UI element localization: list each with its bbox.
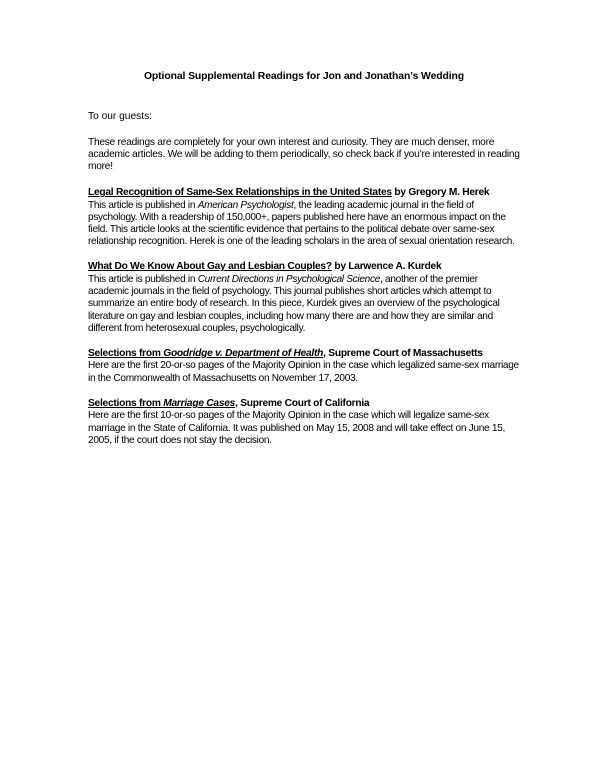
- reading-description: [88, 274, 520, 335]
- link-text: Selections from: [88, 397, 164, 409]
- intro-paragraph: These readings are completely for your own interest and curiosity. They are much denser, more academic articles. We will be adding to them periodically, so check back if you’re interested in reading more!: [88, 136, 520, 172]
- reading-link-marriage-cases[interactable]: [88, 398, 235, 409]
- reading-description: [88, 200, 520, 249]
- greeting: To our guests:: [88, 111, 152, 122]
- reading-byline: , Supreme Court of Massachusetts: [323, 347, 483, 359]
- reading-heading: [88, 187, 520, 200]
- reading-description: Here are the first 10-or-so pages of the Majority Opinion in the case which will legalize same-sex marriage in the State of California. It was published on May 15, 2008 and will take effect on June 15, 2005, if the court does not stay the decision.: [88, 410, 505, 446]
- case-name: Goodridge v. Department of Health: [163, 347, 324, 359]
- reading-byline: by Gregory M. Herek: [391, 187, 490, 199]
- case-name: Marriage Cases: [163, 397, 236, 409]
- reading-item: [88, 261, 520, 335]
- reading-heading: [88, 348, 520, 361]
- description-text: This article is published in: [88, 273, 198, 285]
- description-text: , another of the premier academic journals in the field of psychology. This journal publishes short articles which attempt to summarize an entire body of research. In this piece, Kurdek gives an overview of the psychological literature on gay and lesbian couples, including how many there are and how they are similar and different from heterosexual couples, psychologically.: [88, 273, 500, 334]
- document-page: [88, 70, 520, 460]
- description-text: , the leading academic journal in the field of psychology. With a readership of 150,000+, papers published here have an enormous impact on the field. This article looks at the scientific evidence that pertains to the political debate over same-sex relationship recognition. Herek is one of the leading scholars in the area of sexual orientation research.: [88, 199, 515, 248]
- reading-link-kurdek[interactable]: What Do We Know About Gay and Lesbian Couples?: [88, 261, 332, 273]
- reading-item: [88, 398, 520, 447]
- reading-item: [88, 348, 520, 385]
- reading-link-goodridge[interactable]: [88, 348, 323, 359]
- journal-name: Current Directions in Psychological Science: [197, 273, 381, 285]
- reading-byline: by Larwence A. Kurdek: [331, 261, 442, 273]
- link-text: Selections from: [88, 347, 164, 359]
- reading-heading: [88, 261, 520, 274]
- reading-byline: , Supreme Court of California: [235, 397, 370, 409]
- document-title: Optional Supplemental Readings for Jon and Jonathan’s Wedding: [143, 71, 465, 82]
- reading-item: [88, 187, 520, 248]
- journal-name: American Psychologist: [197, 199, 294, 211]
- reading-description: Here are the first 20-or-so pages of the Majority Opinion in the case which legalized same-sex marriage in the Commonwealth of Massachusetts on November 17, 2003.: [88, 360, 519, 384]
- reading-link-herek[interactable]: Legal Recognition of Same-Sex Relationships in the United States: [88, 187, 392, 199]
- reading-heading: [88, 398, 520, 411]
- description-text: This article is published in: [88, 199, 198, 211]
